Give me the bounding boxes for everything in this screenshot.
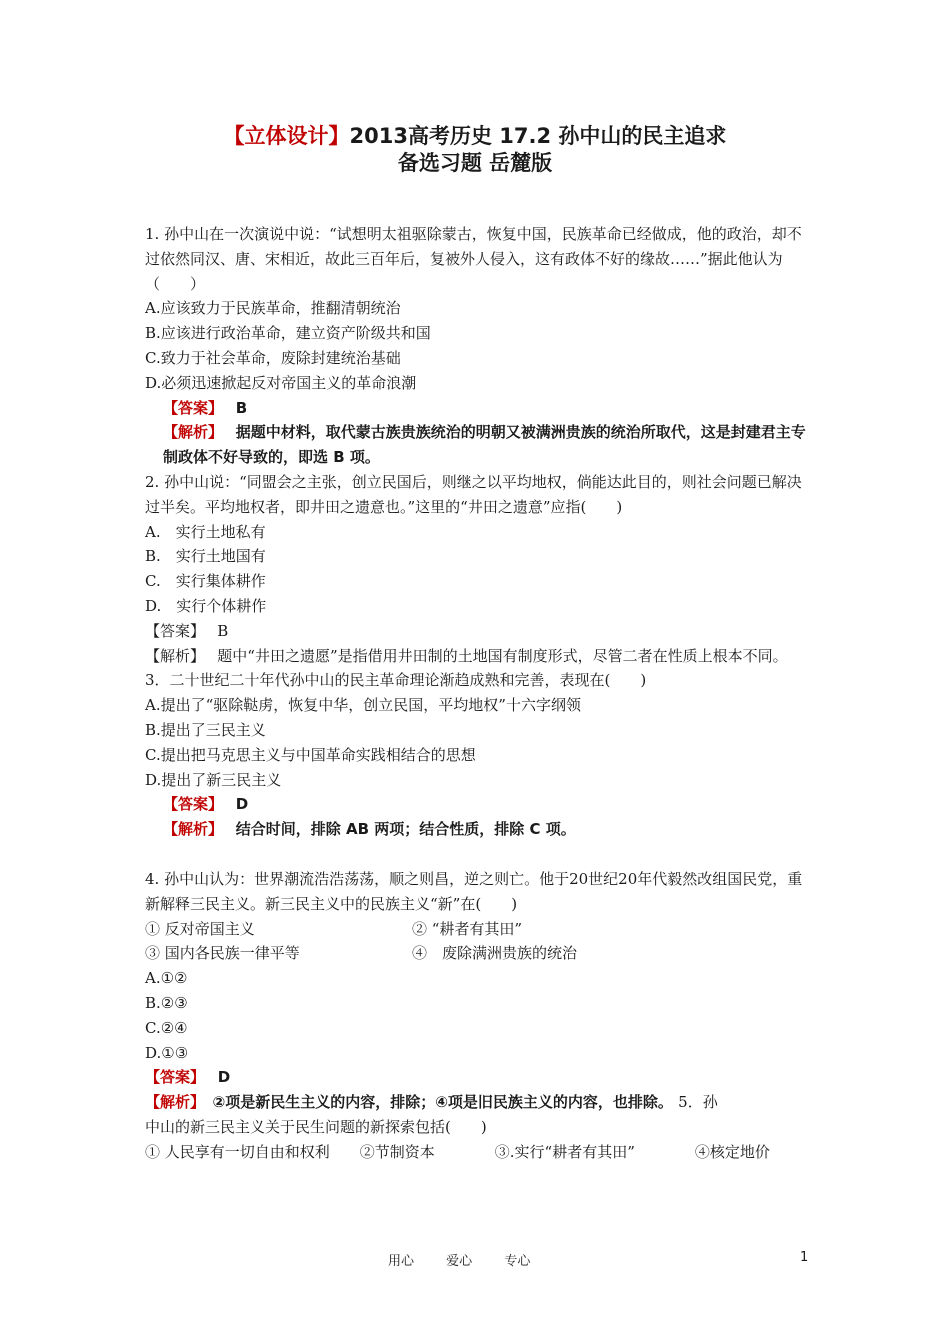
analysis-tag: 【解析】 bbox=[145, 1093, 198, 1112]
q3-analysis-text: 结合时间，排除 AB 两项；结合性质，排除 C 项。 bbox=[235, 820, 576, 839]
document-body bbox=[145, 222, 813, 1164]
q2-answer-value: B bbox=[217, 621, 229, 640]
q2-option-a: A. 实行土地私有 bbox=[145, 522, 266, 541]
q1-option-b: B.应该进行政治革命，建立资产阶级共和国 bbox=[145, 324, 431, 343]
analysis-tag: 【解析】 bbox=[163, 423, 216, 442]
q4-option-c: C.②④ bbox=[145, 1018, 188, 1037]
q1-option-d: D.必须迅速掀起反对帝国主义的革命浪潮 bbox=[145, 373, 417, 392]
title-line2: 备选习题 岳麓版 bbox=[397, 151, 553, 175]
q4-items-row-2 bbox=[145, 941, 813, 966]
document-title bbox=[0, 123, 950, 177]
q1-answer-value: B bbox=[235, 398, 248, 417]
q1-analysis bbox=[145, 420, 813, 470]
q3-stem: 3．二十世纪二十年代孙中山的民主革命理论渐趋成熟和完善，表现在( ) bbox=[145, 671, 647, 690]
q5-stem-start: 5．孙 bbox=[678, 1093, 718, 1112]
q2-analysis-text: 题中“井田之遗愿”是指借用井田制的土地国有制度形式，尽管二者在性质上根本不同。 bbox=[217, 646, 788, 665]
q1-analysis-text: 据题中材料，取代蒙古族贵族统治的明朝又被满洲贵族的统治所取代，这是封建君主专制政体不好导致的，即选 B 项。 bbox=[163, 423, 806, 467]
analysis-tag: 【解析】 bbox=[163, 820, 216, 839]
q2-stem: 2. 孙中山说：“同盟会之主张，创立民国后，则继之以平均地权，倘能达此目的，则社会问题已解决过半矣。平均地权者，即井田之遗意也。”这里的“井田之遗意”应指( ) bbox=[145, 472, 802, 516]
answer-tag: 【答案】 bbox=[163, 398, 216, 417]
q3-option-c: C.提出把马克思主义与中国革命实践相结合的思想 bbox=[145, 745, 476, 764]
q1-stem: 1. 孙中山在一次演说中说：“试想明太祖驱除蒙古，恢复中国，民族革命已经做成，他的政治，却不过依然同汉、唐、宋相近，故此三百年后，复被外人侵入，这有政体不好的缘故……”据此他认为 （ ） bbox=[145, 225, 813, 293]
q4-option-d: D.①③ bbox=[145, 1043, 189, 1062]
q4-answer-value: D bbox=[217, 1068, 231, 1087]
q2-option-b: B. 实行土地国有 bbox=[145, 547, 266, 566]
q3-option-d: D.提出了新三民主义 bbox=[145, 770, 282, 789]
q4-item-3: ③ 国内各民族一律平等 bbox=[145, 944, 300, 963]
q1-option-a: A.应该致力于民族革命，推翻清朝统治 bbox=[145, 299, 401, 318]
q2-answer bbox=[145, 619, 813, 644]
title-bracket: 【立体设计】 bbox=[223, 124, 350, 148]
q5-items: ① 人民享有一切自由和权利 ②节制资本 ③.实行“耕者有其田” ④核定地价 bbox=[145, 1142, 770, 1161]
spacer bbox=[145, 842, 813, 867]
q4-item-1: ① 反对帝国主义 bbox=[145, 919, 255, 938]
q4-items-row-1 bbox=[145, 917, 813, 942]
q4-option-b: B.②③ bbox=[145, 993, 188, 1012]
q4-answer bbox=[145, 1065, 813, 1090]
q4-analysis bbox=[145, 1090, 813, 1115]
q2-option-c: C. 实行集体耕作 bbox=[145, 572, 266, 591]
q4-option-a: A.①② bbox=[145, 969, 188, 988]
footer-motto-1: 用心 bbox=[388, 1254, 415, 1269]
q2-option-d: D. 实行个体耕作 bbox=[145, 596, 267, 615]
q3-analysis bbox=[145, 817, 813, 842]
answer-tag: 【答案】 bbox=[145, 1068, 198, 1087]
q3-answer bbox=[145, 792, 813, 817]
page-number: 1 bbox=[800, 1250, 809, 1265]
q4-item-4: ④ 废除满洲贵族的统治 bbox=[412, 944, 578, 963]
footer-motto bbox=[388, 1250, 558, 1269]
q2-analysis bbox=[145, 644, 813, 669]
q4-stem: 4. 孙中山认为：世界潮流浩浩荡荡，顺之则昌，逆之则亡。他于20世纪20年代毅然改组国民党，重新解释三民主义。新三民主义中的民族主义“新”在( ) bbox=[145, 869, 803, 913]
q3-option-b: B.提出了三民主义 bbox=[145, 720, 266, 739]
q3-answer-value: D bbox=[235, 795, 249, 814]
answer-tag: 【答案】 bbox=[145, 621, 198, 640]
q1-answer bbox=[145, 396, 813, 421]
q4-item-2: ② “耕者有其田” bbox=[412, 919, 523, 938]
q5-stem: 中山的新三民主义关于民生问题的新探索包括( ) bbox=[145, 1117, 487, 1136]
answer-tag: 【答案】 bbox=[163, 795, 216, 814]
q4-analysis-text: ②项是新民生主义的内容，排除；④项是旧民族主义的内容，也排除。 bbox=[212, 1093, 673, 1112]
title-line1: 2013高考历史 17.2 孙中山的民主追求 bbox=[349, 124, 727, 148]
footer-motto-3: 专心 bbox=[504, 1254, 531, 1269]
q1-option-c: C.致力于社会革命，废除封建统治基础 bbox=[145, 348, 401, 367]
footer-motto-2: 爱心 bbox=[446, 1254, 473, 1269]
analysis-tag: 【解析】 bbox=[145, 646, 198, 665]
q3-option-a: A.提出了“驱除鞑虏，恢复中华，创立民国，平均地权”十六字纲领 bbox=[145, 696, 581, 715]
